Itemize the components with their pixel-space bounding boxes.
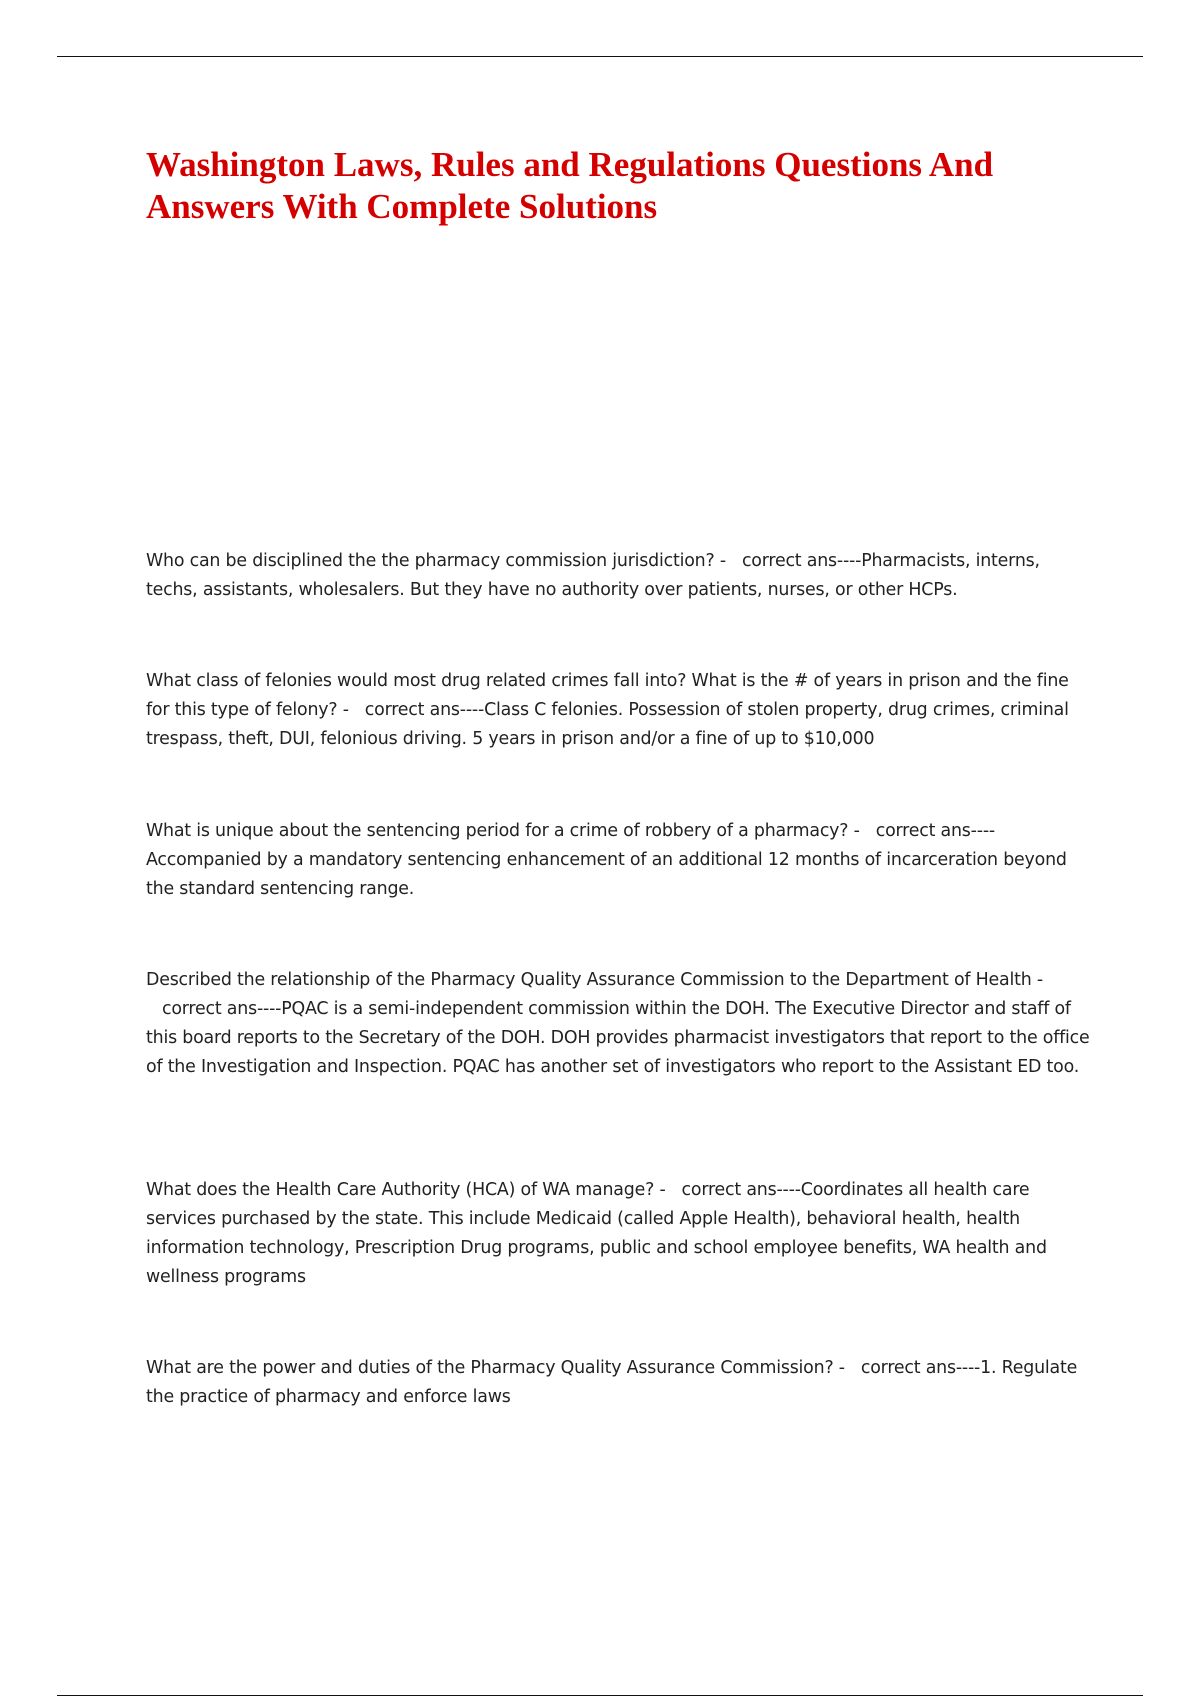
qa-item — [146, 1354, 1091, 1412]
qa-item — [146, 667, 1091, 754]
qa-item — [146, 817, 1091, 904]
answer-text: 1. Regulate the practice of pharmacy and enforce laws — [146, 1358, 1078, 1407]
question-text: What are the power and duties of the Pharmacy Quality Assurance Commission? - — [146, 1358, 845, 1378]
answer-marker: correct ans---- — [161, 999, 282, 1019]
answer-text: Accompanied by a mandatory sentencing enhancement of an additional 12 months of incarceration beyond the standard sentencing range. — [146, 850, 1067, 899]
answer-text: Coordinates all health care services purchased by the state. This include Medicaid (called Apple Health), behavioral health, health information technology, Prescription Drug programs, public and school employee benefits, WA health and wellness programs — [146, 1180, 1047, 1287]
answer-marker: correct ans---- — [364, 700, 485, 720]
document-title: Washington Laws, Rules and Regulations Questions And Answers With Complete Solutions — [146, 145, 994, 226]
answer-text: Class C felonies. Possession of stolen property, drug crimes, criminal trespass, theft, DUI, felonious driving. 5 years in prison and/or a fine of up to $10,000 — [146, 700, 1069, 749]
qa-item — [146, 1176, 1091, 1292]
bottom-rule — [57, 1695, 1143, 1696]
answer-marker: correct ans---- — [875, 821, 995, 841]
question-text: What does the Health Care Authority (HCA) of WA manage? - — [146, 1180, 666, 1200]
qa-item — [146, 966, 1091, 1082]
question-text: What is unique about the sentencing period for a crime of robbery of a pharmacy? - — [146, 821, 860, 841]
answer-marker: correct ans---- — [741, 551, 862, 571]
answer-text: Pharmacists, interns, techs, assistants, wholesalers. But they have no authority over patients, nurses, or other HCPs. — [146, 551, 1040, 600]
question-text: What class of felonies would most drug related crimes fall into? What is the # of years in prison and the fine for this type of felony? - — [146, 671, 1069, 720]
answer-text: PQAC is a semi-independent commission within the DOH. The Executive Director and staff of this board reports to the Secretary of the DOH. DOH provides pharmacist investigators that report to the office of the Investigation and Inspection. PQAC has another set of investigators who report to the Assistant ED too. — [146, 999, 1090, 1077]
question-text: Who can be disciplined the the pharmacy commission jurisdiction? - — [146, 551, 726, 571]
question-text: Described the relationship of the Pharmacy Quality Assurance Commission to the Department of Health - — [146, 970, 1043, 990]
qa-item — [146, 547, 1091, 605]
top-rule — [57, 56, 1143, 57]
answer-marker: correct ans---- — [860, 1358, 981, 1378]
answer-marker: correct ans---- — [681, 1180, 801, 1200]
